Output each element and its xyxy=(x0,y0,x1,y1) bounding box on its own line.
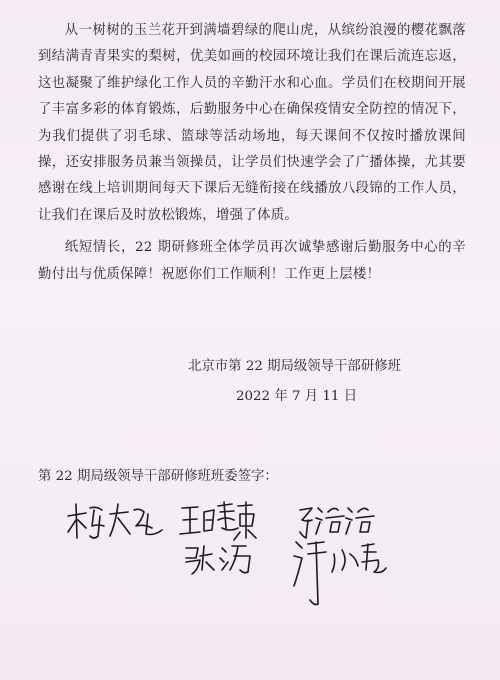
signature-scribble xyxy=(178,498,260,542)
letter-body xyxy=(38,18,466,294)
organization-name: 北京市第 22 期局级领导干部研修班 xyxy=(188,359,402,374)
signature-5 xyxy=(290,534,390,608)
signature-scribble xyxy=(64,496,174,542)
committee-signature-label: 第 22 期局级领导干部研修班班委签字： xyxy=(38,469,278,484)
signature-4 xyxy=(182,540,256,578)
signature-scribble xyxy=(182,540,256,578)
letter-paragraph: 从一树树的玉兰花开到满墙碧绿的爬山虎，从缤纷浪漫的樱花飘落到结满青青果实的梨树，优美如画的校园环境让我们在课后流连忘返，这也凝聚了维护绿化工作人员的辛勤汗水和心血。学员们在校期间开展了丰富多彩的体育锻炼，后勤服务中心在确保疫情安全防控的情况下，为我们提供了羽毛球、篮球等活动场地，每天课间不仅按时播放课间操，还安排服务员兼当领操员，让学员们快速学会了广播体操，尤其要感谢在线上培训期间每天下课后无缝衔接在线播放八段锦的工作人员，让我们在课后及时放松锻炼，增强了体质。 xyxy=(38,23,466,223)
signature-1 xyxy=(64,496,174,542)
signature-scribble xyxy=(290,534,390,608)
letter-date: 2022 年 7 月 11 日 xyxy=(236,389,358,404)
letter-paragraph: 纸短情长，22 期研修班全体学员再次诚挚感谢后勤服务中心的辛勤付出与优质保障！祝愿你们工作顺利！工作更上层楼！ xyxy=(38,240,466,282)
signature-2 xyxy=(178,498,260,542)
